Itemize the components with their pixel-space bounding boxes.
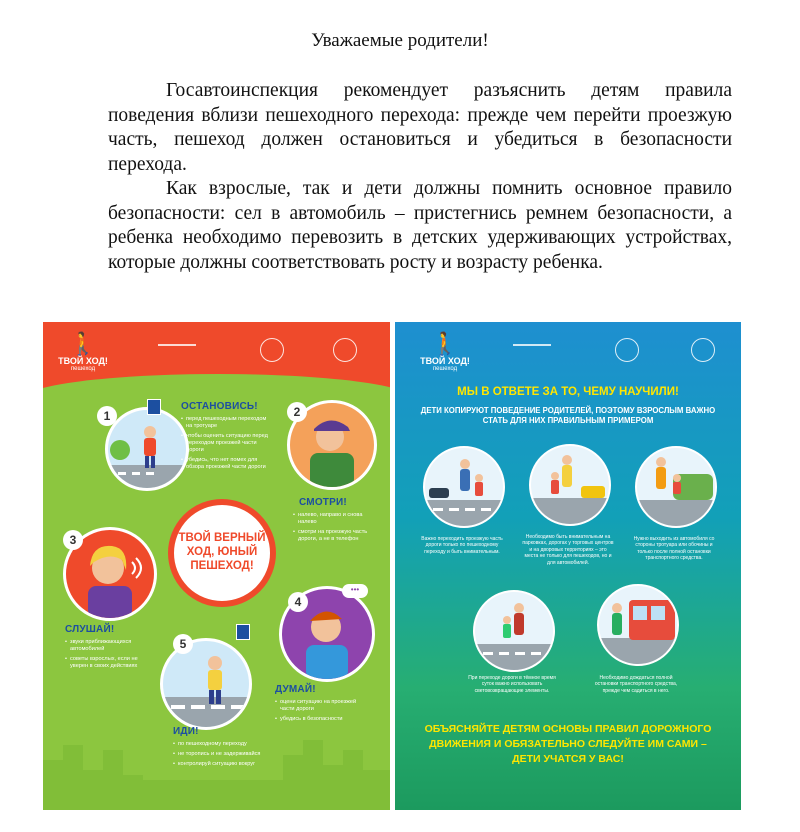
step-1-bullets xyxy=(181,416,269,474)
tip-1-illustration xyxy=(423,446,505,528)
step-4-bullet: • оцени ситуацию на проезжей части дороги xyxy=(275,699,367,713)
coat-of-arms-icon xyxy=(333,338,357,362)
crosswalk-sign-icon xyxy=(236,624,250,640)
exit-car-icon xyxy=(637,448,715,526)
step-3-heading: СЛУШАЙ! xyxy=(65,624,115,635)
paragraph-1: Госавтоинспекция рекомендует разъяснить детям правила поведения вблизи пешеходного перехода: прежде чем перейти проезжую часть, пешеход должен остановиться и убедиться в безопасности перехода. xyxy=(108,80,732,175)
page-title: Уважаемые родители! xyxy=(311,30,489,51)
step-2-number: 2 xyxy=(287,402,307,422)
thought-bubble-icon: ••• xyxy=(342,584,368,598)
police-emblem-icon xyxy=(615,338,639,362)
tip-5-illustration xyxy=(597,584,679,666)
center-slogan xyxy=(168,499,276,607)
step-3-number: 3 xyxy=(63,530,83,550)
pedestrian-icon: 🚶 xyxy=(431,331,459,356)
tip-4-illustration xyxy=(473,590,555,672)
center-slogan-text: ТВОЙ ВЕРНЫЙ ХОД, ЮНЫЙ ПЕШЕХОД! xyxy=(178,532,266,572)
tvoy-hod-logo xyxy=(53,332,113,372)
tip-2-illustration xyxy=(529,444,611,526)
tip-2-caption: Необходимо быть внимательным на парковках, дорогах у торговых центров и на дворовых территориях – это места не только для пешеходов, но и для автомобилей. xyxy=(522,534,614,566)
poster-subheadline: ДЕТИ КОПИРУЮТ ПОВЕДЕНИЕ РОДИТЕЛЕЙ, ПОЭТОМУ ВЗРОСЛЫМ ВАЖНО СТАТЬ ДЛЯ НИХ ПРАВИЛЬНЫМ ПРИМЕРОМ xyxy=(420,406,716,425)
tip-3-illustration xyxy=(635,446,717,528)
step-5-illustration xyxy=(160,638,252,730)
police-emblem-icon xyxy=(260,338,284,362)
parking-lot-icon xyxy=(531,446,609,524)
step-1-illustration xyxy=(105,407,189,491)
step-1-bullet: • перед пешеходным переходом на тротуаре xyxy=(181,416,269,430)
step-5-bullet: • не торопись и не задерживайся xyxy=(173,751,263,758)
step-2-heading: СМОТРИ! xyxy=(299,497,347,508)
step-1-bullet: • убедись, что нет помех для обзора проезжей части дороги xyxy=(181,457,269,471)
pedestrian-steps-poster xyxy=(43,322,390,810)
step-1-bullet: • чтобы оценить ситуацию перед переходом проезжей части дороги xyxy=(181,433,269,454)
partner-logo-1 xyxy=(513,344,551,360)
tip-5-caption: Необходимо дождаться полной остановки транспортного средства, прежде чем садиться в него. xyxy=(594,675,678,694)
logo-subtext: пешеход xyxy=(432,366,458,372)
partner-logo-1 xyxy=(158,344,196,360)
paragraph-2: Как взрослые, так и дети должны помнить основное правило безопасности: сел в автомобиль – пристегнись ремнем безопасности, а ребенка необходимо перевозить в детских удерживающих устройствах, которые должны соответствовать росту и возрасту ребенка. xyxy=(108,178,732,273)
step-3-bullet: • звуки приближающихся автомобилей xyxy=(65,639,145,653)
poster-footer-slogan: ОБЪЯСНЯЙТЕ ДЕТЯМ ОСНОВЫ ПРАВИЛ ДОРОЖНОГО ДВИЖЕНИЯ И ОБЯЗАТЕЛЬНО СЛЕДУЙТЕ ИМ САМИ – ДЕТИ УЧАТСЯ У ВАС! xyxy=(424,723,712,765)
crosswalk-sign-icon xyxy=(147,399,161,415)
tip-4-caption: При переходе дороги в тёмное время суток важно использовать световозвращающие элементы. xyxy=(468,675,556,694)
pedestrian-icon: 🚶 xyxy=(69,331,97,356)
logo-text: ТВОЙ ХОД! xyxy=(58,356,108,366)
tip-3-caption: Нужно выходить из автомобиля со стороны тротуара или обочины и только после полной остановки транспортного средства. xyxy=(633,536,715,562)
step-5-bullet: • контролируй ситуацию вокруг xyxy=(173,761,263,768)
step-4-heading: ДУМАЙ! xyxy=(275,684,316,695)
step-5-number: 5 xyxy=(173,634,193,654)
coat-of-arms-icon xyxy=(691,338,715,362)
night-crossing-icon xyxy=(475,592,553,670)
logo-text: ТВОЙ ХОД! xyxy=(420,356,470,366)
tip-1-caption: Важно переходить проезжую часть дороги только по пешеходному переходу и быть внимательным. xyxy=(421,536,503,555)
step-4-bullet: • убедись в безопасности xyxy=(275,716,367,723)
step-1-number: 1 xyxy=(97,406,117,426)
step-5-bullet: • по пешеходному переходу xyxy=(173,741,263,748)
step-2-bullet: • смотри на проезжую часть дороги, а не в телефон xyxy=(293,529,377,543)
bus-stop-icon xyxy=(599,586,677,664)
poster-headline: МЫ В ОТВЕТЕ ЗА ТО, ЧЕМУ НАУЧИЛИ! xyxy=(457,386,679,398)
logo-subtext: пешеход xyxy=(70,366,96,372)
step-5-heading: ИДИ! xyxy=(173,726,199,737)
child-at-crossing-icon xyxy=(108,410,186,488)
family-crossing-icon xyxy=(425,448,503,526)
tvoy-hod-logo xyxy=(415,332,475,372)
step-1-heading: ОСТАНОВИСЬ! xyxy=(181,401,258,412)
step-3-bullet: • советы взрослых, если не уверен в своих действиях xyxy=(65,656,145,670)
step-2-bullet: • налево, направо и снова налево xyxy=(293,512,377,526)
city-silhouette xyxy=(43,720,390,810)
step-3-bullets xyxy=(65,639,145,673)
step-2-bullets xyxy=(293,512,377,546)
step-4-number: 4 xyxy=(288,592,308,612)
parents-example-poster xyxy=(395,322,741,810)
boy-crossing-icon xyxy=(163,641,249,727)
